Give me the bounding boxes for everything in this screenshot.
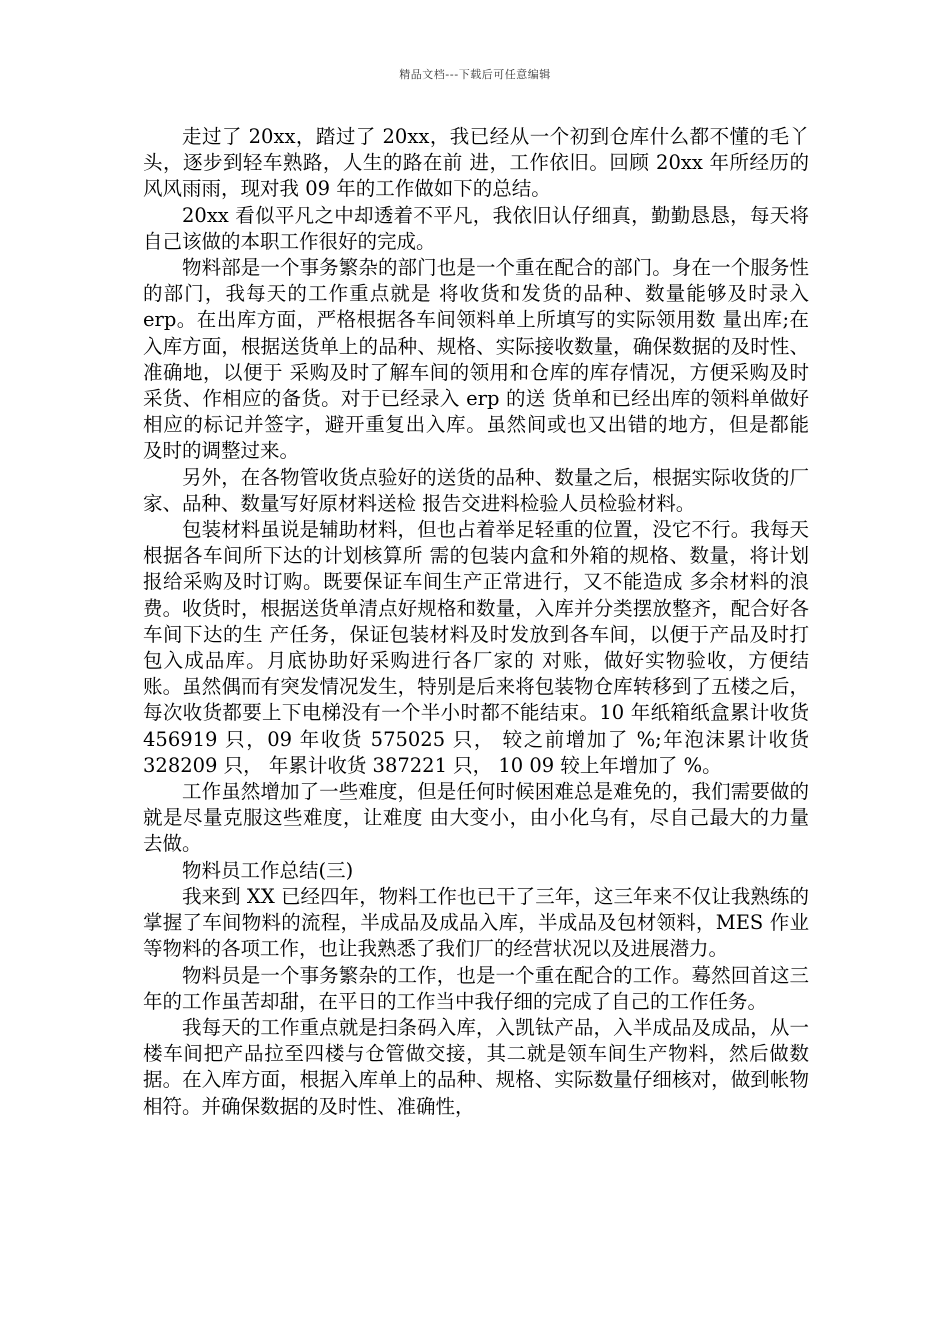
paragraph: 20xx 看似平凡之中却透着不平凡，我依旧认仔细真，勤勤恳恳，每天将自己该做的本职工作很好的完成。 xyxy=(143,203,809,253)
section-title: 物料员工作总结(三) xyxy=(182,858,354,882)
paragraph: 走过了 20xx，踏过了 20xx，我已经从一个初到仓库什么都不懂的毛丫头，逐步到轻车熟路，人生的路在前 进，工作依旧。回顾 20xx 年所经历的风风雨雨，现对我 09 年的工作做如下的总结。 xyxy=(143,125,809,201)
paragraph: 包装材料虽说是辅助材料，但也占着举足轻重的位置，没它不行。我每天根据各车间所下达的计划核算所 需的包装内盒和外箱的规格、数量，将计划报给采购及时订购。既要保证车间生产正常进行，又不能造成 多余材料的浪费。收货时，根据送货单清点好规格和数量，入库并分类摆放整齐，配合好各车间下达的生 产任务，保证包装材料及时发放到各车间，以便于产品及时打包入成品库。月底协助好采购进行各厂家的 对账，做好实物验收，方便结账。虽然偶而有突发情况发生，特别是后来将包装物仓库转移到了五楼之后， 每次收货都要上下电梯没有一个半小时都不能结束。10 年纸箱纸盒累计收货 456919 只，09 年收货 575025 只， 较之前增加了 %;年泡沫累计收货 328209 只， 年累计收货 387221 只， 10 09 较上年增加了 %。 xyxy=(143,518,809,777)
paragraph: 物料员是一个事务繁杂的工作，也是一个重在配合的工作。蓦然回首这三年的工作虽苦却甜，在平日的工作当中我仔细的完成了自己的工作任务。 xyxy=(143,963,809,1013)
paragraph: 物料部是一个事务繁杂的部门也是一个重在配合的部门。身在一个服务性的部门，我每天的工作重点就是 将收货和发货的品种、数量能够及时录入 erp。在出库方面，严格根据各车间领料单上所填写的实际领用数 量出库;在入库方面，根据送货单上的品种、规格、实际接收数量，确保数据的及时性、准确地，以便于 采购及时了解车间的领用和仓库的库存情况，方便采购及时采货、作相应的备货。对于已经录入 erp 的送 货单和已经出库的领料单做好相应的标记并签字，避开重复出入库。虽然间或也又出错的地方，但是都能 及时的调整过来。 xyxy=(143,256,809,463)
paragraph: 工作虽然增加了一些难度，但是任何时候困难总是难免的，我们需要做的就是尽量克服这些难度，让难度 由大变小，由小化乌有，尽自己最大的力量去做。 xyxy=(143,780,809,856)
paragraph: 我来到 XX 已经四年，物料工作也已干了三年，这三年来不仅让我熟练的掌握了车间物料的流程，半成品及成品入库，半成品及包材领料，MES 作业等物料的各项工作，也让我熟悉了我们厂的经营状况以及进展潜力。 xyxy=(143,884,809,961)
paragraph: 我每天的工作重点就是扫条码入库，入凯钛产品，入半成品及成品，从一楼车间把产品拉至四楼与仓管做交接，其二就是领车间生产物料，然后做数据。在入库方面，根据入库单上的品种、规格、实际数量仔细核对，做到帐物相符。并确保数据的及时性、准确性， xyxy=(143,1015,809,1118)
document-body xyxy=(143,124,809,1120)
paragraph: 另外，在各物管收货点验好的送货的品种、数量之后，根据实际收货的厂家、品种、数量写好原材料送检 报告交进料检验人员检验材料。 xyxy=(143,465,809,515)
page-header: 精品文档---下载后可任意编辑 xyxy=(399,68,551,81)
